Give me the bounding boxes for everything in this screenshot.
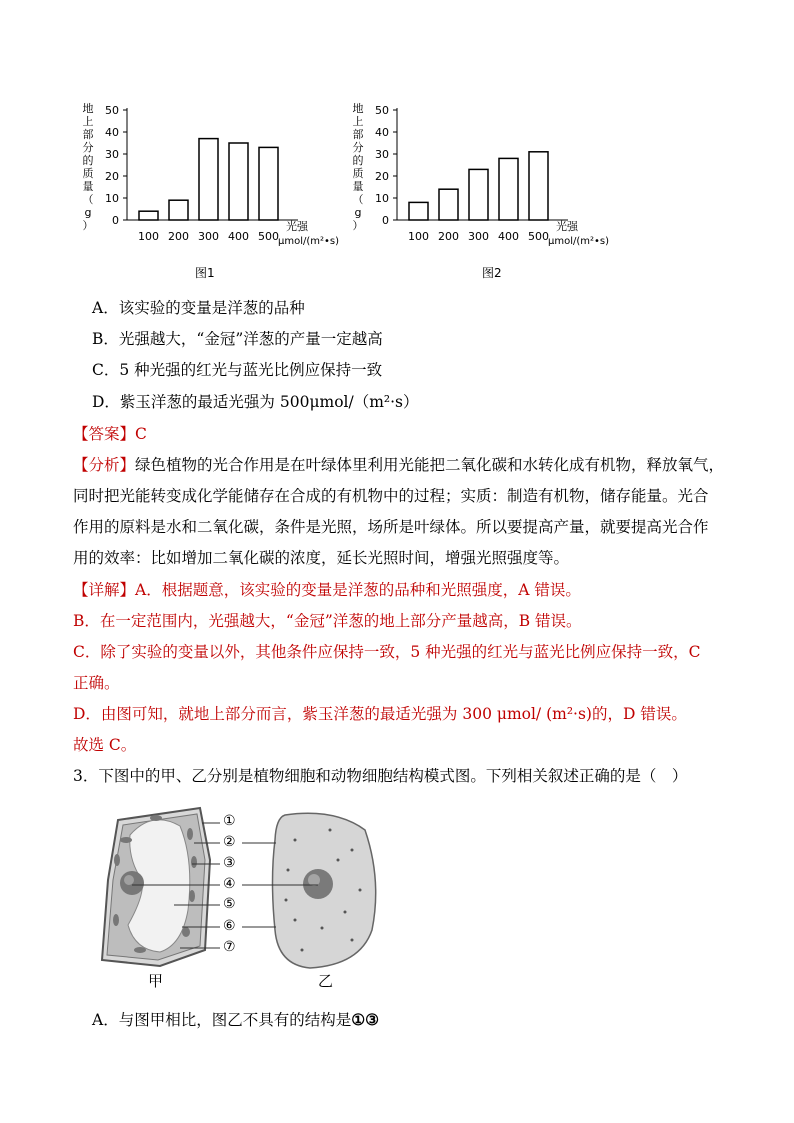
y-label-char: 上 (82, 115, 94, 128)
option-a: A．该实验的变量是洋葱的品种 (92, 299, 305, 317)
y-label-char: （ (352, 193, 364, 206)
x-tick-label: 200 (438, 230, 459, 243)
y-label-char: 部 (82, 128, 94, 141)
label-5: ⑤ (223, 896, 236, 912)
option-b: B．光强越大，“金冠”洋葱的产量一定越高 (92, 330, 383, 348)
bar-chart-1-svg (80, 100, 340, 260)
detail-line-3: C．除了实验的变量以外，其他条件应保持一致，5 种光强的红光与蓝光比例应保持一致，C (73, 643, 701, 661)
q3-option-a-answer: ①③ (351, 1010, 379, 1029)
bar (409, 202, 428, 220)
chloroplast (150, 815, 162, 821)
chloroplast (182, 927, 190, 937)
answer-line: 【答案】C (73, 425, 147, 443)
y-label-char: 量 (352, 180, 364, 193)
y-tick-label: 40 (375, 126, 389, 139)
bar (259, 147, 278, 220)
x-label-line2: μmol/(m²•s) (548, 236, 610, 247)
label-4: ④ (223, 876, 236, 892)
q3-option-a (92, 1010, 379, 1030)
bar (139, 211, 158, 220)
y-label-char: 量 (82, 180, 94, 193)
detail-line-2: B．在一定范围内，光强越大，“金冠”洋葱的地上部分产量越高，B 错误。 (73, 612, 582, 630)
label-6: ⑥ (223, 918, 236, 934)
cell-diagram (90, 800, 390, 990)
analysis-line-2: 同时把光能转变成化学能储存在合成的有机物中的过程；实质：制造有机物，储存能量。光合 (73, 487, 709, 505)
animal-cell (273, 813, 376, 968)
analysis-line-1 (73, 455, 724, 475)
y-tick-label: 50 (375, 104, 389, 117)
detail-tag: 【详解】 (73, 581, 136, 599)
analysis-line-4: 用的效率：比如增加二氧化碳的浓度，延长光照时间，增强光照强度等。 (73, 549, 570, 567)
analysis-tag: 【分析】 (73, 456, 136, 474)
x-label-line1: 光强 (286, 220, 308, 233)
bar-chart-2-svg (350, 100, 630, 260)
x-tick-label: 500 (528, 230, 549, 243)
x-tick-label: 100 (408, 230, 429, 243)
detail-line-4: 正确。 (73, 674, 120, 692)
y-tick-label: 20 (375, 170, 389, 183)
plant-cell (102, 808, 210, 966)
x-label-line1: 光强 (556, 220, 578, 233)
bar (229, 143, 248, 220)
animal-nucleolus (308, 874, 320, 886)
y-label-char: 分 (82, 141, 94, 154)
y-tick-label: 20 (105, 170, 119, 183)
cell-a-label: 甲 (148, 972, 164, 990)
bar-chart-1 (80, 100, 340, 260)
y-label-char: 质 (82, 167, 94, 180)
option-c: C．5 种光强的红光与蓝光比例应保持一致 (92, 361, 383, 379)
x-tick-label: 400 (228, 230, 249, 243)
chloroplast (191, 856, 197, 868)
detail-line-6: 故选 C。 (73, 736, 137, 754)
x-tick-label: 400 (498, 230, 519, 243)
label-2: ② (223, 834, 236, 850)
chloroplast (134, 947, 146, 953)
y-label-char: 地 (82, 102, 94, 115)
chloroplast (187, 828, 193, 840)
x-label-line2: μmol/(m²•s) (278, 236, 340, 247)
y-label-char: 的 (82, 154, 94, 167)
y-label-char: 的 (352, 154, 364, 167)
x-tick-label: 100 (138, 230, 159, 243)
label-3: ③ (223, 855, 236, 871)
y-tick-label: 0 (382, 214, 389, 227)
bar (529, 152, 548, 220)
y-label-char: g (84, 206, 92, 219)
cell-diagram-svg (90, 800, 390, 990)
x-tick-label: 300 (198, 230, 219, 243)
y-tick-label: 40 (105, 126, 119, 139)
label-1: ① (223, 813, 236, 829)
detail-line-1 (73, 580, 581, 600)
question-3-stem: 3．下图中的甲、乙分别是植物细胞和动物细胞结构模式图。下列相关叙述正确的是（ ） (73, 767, 688, 785)
cell-b-label: 乙 (318, 972, 334, 990)
y-tick-label: 10 (105, 192, 119, 205)
option-d: D．紫玉洋葱的最适光强为 500μmol/（m²·s） (92, 393, 419, 411)
plant-nucleolus (124, 875, 134, 885)
y-label-char: 地 (352, 102, 364, 115)
y-tick-label: 0 (112, 214, 119, 227)
q3-option-a-text: A．与图甲相比，图乙不具有的结构是 (92, 1011, 352, 1029)
chloroplast (114, 854, 120, 866)
bar (199, 139, 218, 220)
chart-1-caption: 图1 (195, 266, 215, 280)
y-tick-label: 50 (105, 104, 119, 117)
y-label-char: 上 (352, 115, 364, 128)
y-label-char: ） (352, 219, 364, 232)
y-tick-label: 30 (375, 148, 389, 161)
y-tick-label: 10 (375, 192, 389, 205)
y-label-char: 质 (352, 167, 364, 180)
bar (439, 189, 458, 220)
y-label-char: （ (82, 193, 94, 206)
x-tick-label: 300 (468, 230, 489, 243)
y-label-char: 分 (352, 141, 364, 154)
bar (499, 158, 518, 220)
y-label-char: g (354, 206, 362, 219)
bar-chart-2 (350, 100, 630, 260)
chart-2-caption: 图2 (482, 266, 502, 280)
chloroplast (113, 914, 119, 926)
analysis-text-1: 绿色植物的光合作用是在叶绿体里利用光能把二氧化碳和水转化成有机物，释放氧气， (135, 456, 725, 474)
bar (469, 169, 488, 220)
analysis-line-3: 作用的原料是水和二氧化碳，条件是光照，场所是叶绿体。所以要提高产量，就要提高光合作 (73, 518, 709, 536)
y-label-char: ） (82, 219, 94, 232)
y-tick-label: 30 (105, 148, 119, 161)
chloroplast (189, 890, 195, 902)
chloroplast (120, 837, 132, 843)
detail-line-5: D．由图可知，就地上部分而言，紫玉洋葱的最适光强为 300 μmol/ (m²·s)的，D 错误。 (73, 705, 687, 723)
x-tick-label: 200 (168, 230, 189, 243)
y-label-char: 部 (352, 128, 364, 141)
detail-text-1: A．根据题意，该实验的变量是洋葱的品种和光照强度，A 错误。 (135, 581, 581, 599)
x-tick-label: 500 (258, 230, 279, 243)
label-7: ⑦ (223, 939, 236, 955)
bar (169, 200, 188, 220)
